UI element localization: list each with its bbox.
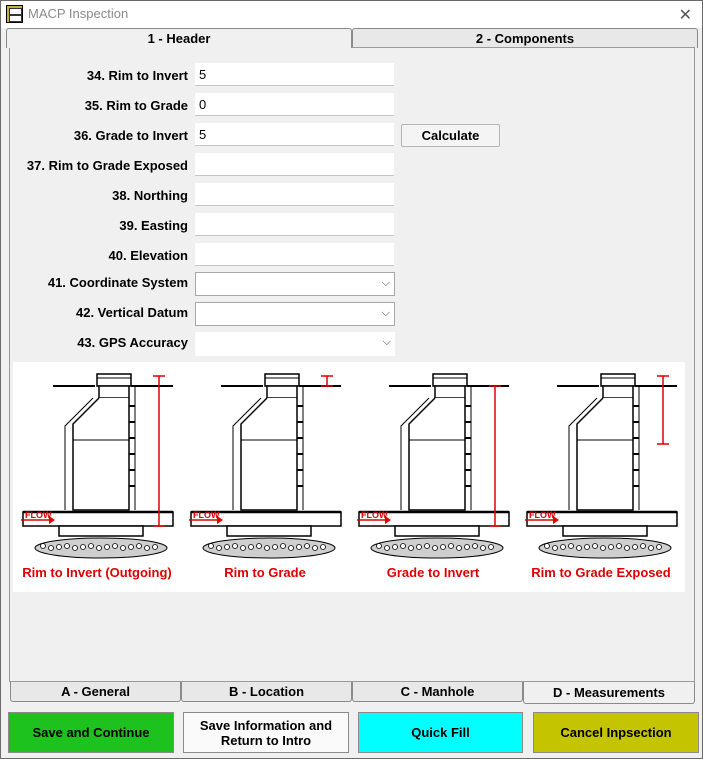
app-icon bbox=[6, 5, 23, 23]
tab-measurements-label: D - Measurements bbox=[553, 685, 665, 700]
coordinate-system-label: 41. Coordinate System bbox=[47, 275, 188, 290]
quick-fill-button[interactable]: Quick Fill bbox=[358, 712, 523, 753]
chevron-down-icon: ⌵ bbox=[381, 277, 390, 289]
svg-text:FLOW: FLOW bbox=[193, 510, 220, 520]
measurement-diagrams bbox=[13, 362, 685, 592]
rim-to-grade-label: 35. Rim to Grade bbox=[84, 98, 188, 113]
gps-accuracy-select[interactable] bbox=[195, 332, 395, 356]
rim-to-grade-exposed-input[interactable] bbox=[195, 153, 394, 176]
diagram-grade-to-invert bbox=[349, 362, 517, 592]
diagram-caption: Grade to Invert bbox=[386, 565, 480, 580]
calculate-button[interactable]: Calculate bbox=[401, 124, 500, 147]
title-bar bbox=[1, 1, 702, 28]
svg-text:FLOW: FLOW bbox=[361, 510, 388, 520]
diagram-rim-to-grade-exposed bbox=[517, 362, 685, 592]
diagram-rim-to-grade bbox=[181, 362, 349, 592]
easting-input[interactable] bbox=[195, 213, 394, 236]
northing-input[interactable] bbox=[195, 183, 394, 206]
northing-label: 38. Northing bbox=[112, 188, 188, 203]
rim-to-invert-label: 34. Rim to Invert bbox=[86, 68, 188, 83]
diagram-caption: Rim to Grade Exposed bbox=[531, 565, 671, 580]
grade-to-invert-input[interactable] bbox=[195, 123, 394, 146]
tab-components-label: 2 - Components bbox=[475, 31, 575, 46]
tab-header-label: 1 - Header bbox=[147, 31, 211, 46]
save-return-button[interactable]: Save Information and Return to Intro bbox=[183, 712, 349, 753]
chevron-down-icon: ⌵ bbox=[381, 307, 390, 319]
rim-to-grade-input[interactable] bbox=[195, 93, 394, 116]
easting-label: 39. Easting bbox=[119, 218, 188, 233]
tab-manhole[interactable] bbox=[352, 682, 523, 702]
manhole-illustration bbox=[13, 362, 181, 562]
close-icon[interactable]: ✕ bbox=[678, 7, 692, 24]
window-title: MACP Inspection bbox=[28, 6, 129, 21]
vertical-datum-select[interactable] bbox=[195, 302, 395, 326]
svg-text:FLOW: FLOW bbox=[529, 510, 556, 520]
rim-to-invert-input[interactable] bbox=[195, 63, 394, 86]
tab-location-label: B - Location bbox=[228, 684, 305, 699]
diagram-rim-to-invert bbox=[13, 362, 181, 592]
cancel-inspection-button[interactable]: Cancel Inpsection bbox=[533, 712, 699, 753]
manhole-illustration bbox=[181, 362, 349, 562]
tab-header[interactable] bbox=[6, 28, 352, 48]
tab-manhole-label: C - Manhole bbox=[400, 684, 475, 699]
manhole-illustration bbox=[349, 362, 517, 562]
tab-general[interactable] bbox=[10, 682, 181, 702]
rim-to-grade-exposed-label: 37. Rim to Grade Exposed bbox=[26, 158, 188, 173]
gps-accuracy-label: 43. GPS Accuracy bbox=[77, 335, 188, 350]
tab-measurements[interactable] bbox=[523, 682, 695, 704]
tab-components[interactable] bbox=[352, 28, 698, 48]
vertical-datum-label: 42. Vertical Datum bbox=[76, 305, 188, 320]
diagram-caption: Rim to Grade bbox=[224, 565, 306, 580]
chevron-down-icon: ⌵ bbox=[382, 336, 391, 348]
elevation-label: 40. Elevation bbox=[108, 248, 188, 263]
save-continue-button[interactable]: Save and Continue bbox=[8, 712, 174, 753]
manhole-illustration bbox=[517, 362, 685, 562]
tab-general-label: A - General bbox=[61, 684, 130, 699]
grade-to-invert-label: 36. Grade to Invert bbox=[73, 128, 188, 143]
svg-text:FLOW: FLOW bbox=[25, 510, 52, 520]
elevation-input[interactable] bbox=[195, 243, 394, 266]
diagram-caption: Rim to Invert (Outgoing) bbox=[22, 565, 172, 580]
tab-location[interactable] bbox=[181, 682, 352, 702]
coordinate-system-select[interactable] bbox=[195, 272, 395, 296]
